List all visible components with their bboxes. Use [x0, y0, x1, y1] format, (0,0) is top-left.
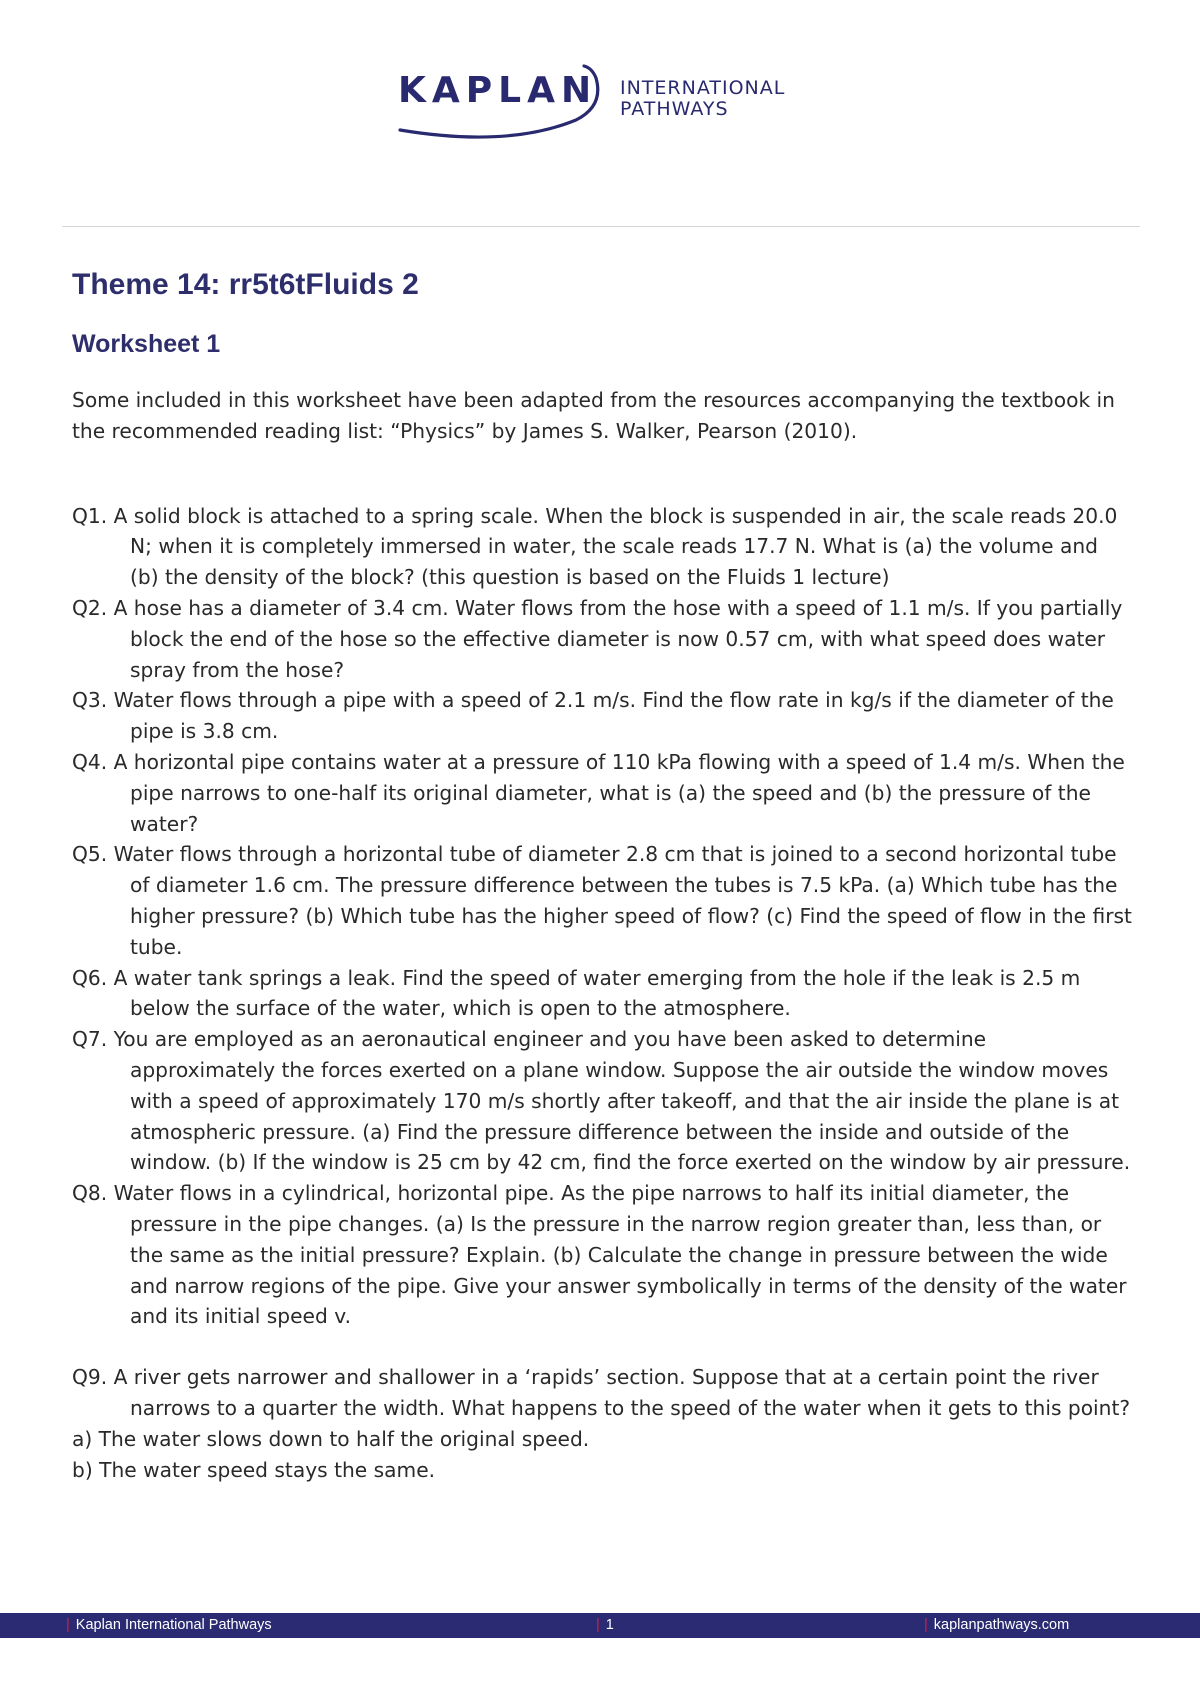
question-1: Q1. A solid block is attached to a spring scale. When the block is suspended in air, the scale reads 20.0 N; when it is completely immersed in water, the scale reads 17.7 N. What is (a) the volume and (b) the density of the block? (this question is based on the Fluids 1 lecture): [72, 503, 1118, 590]
logo-subtitle: [620, 78, 785, 120]
footer-page-number: 1: [605, 1617, 614, 1633]
footer-separator: |: [66, 1617, 70, 1633]
logo-swoosh-icon: [398, 64, 628, 144]
question-7: Q7. You are employed as an aeronautical engineer and you have been asked to determine approximately the forces exerted on a plane window. Suppose the air outside the window moves with a speed of approximately 170 m/s shortly after takeoff, and that the air inside the plane is at atmospheric pressure. (a) Find the pressure difference between the inside and outside of the window. (b) If the window is 25 cm by 42 cm, find the force exerted on the window by air pressure.: [72, 1027, 1131, 1175]
footer-left: [66, 1613, 272, 1638]
question-4: Q4. A horizontal pipe contains water at a pressure of 110 kPa flowing with a speed of 1.4 m/s. When the pipe narrows to one-half its original diameter, what is (a) the speed and (b) the pressure of the water?: [72, 749, 1125, 836]
question-2: Q2. A hose has a diameter of 3.4 cm. Water flows from the hose with a speed of 1.1 m/s. If you partially block the end of the hose so the effective diameter is now 0.57 cm, with what speed does water spray from the hose?: [72, 595, 1123, 682]
logo-sub-line2: PATHWAYS: [620, 98, 729, 120]
footer-right: [924, 1613, 1069, 1638]
answer-option-a: a) The water slows down to half the original speed.: [72, 1426, 590, 1451]
worksheet-subtitle: Worksheet 1: [72, 330, 221, 358]
logo-wordmark: KAPLAN: [398, 70, 598, 111]
page-footer: [0, 1613, 1200, 1638]
intro-paragraph: Some included in this worksheet have been adapted from the resources accompanying the textbook in the recommended reading list: “Physics” by James S. Walker, Pearson (2010).: [72, 388, 1115, 443]
header-divider: [62, 226, 1140, 227]
logo-sub-line1: INTERNATIONAL: [620, 77, 786, 99]
question-6: Q6. A water tank springs a leak. Find the speed of water emerging from the hole if the leak is 2.5 m below the surface of the water, which is open to the atmosphere.: [72, 965, 1081, 1021]
kaplan-logo: [398, 64, 818, 144]
worksheet-body: [72, 385, 1132, 1485]
footer-org-name: Kaplan International Pathways: [75, 1617, 272, 1633]
page-title: Theme 14: rr5t6tFluids 2: [72, 268, 419, 301]
question-3: Q3. Water flows through a pipe with a speed of 2.1 m/s. Find the flow rate in kg/s if the diameter of the pipe is 3.8 cm.: [72, 688, 1114, 744]
question-8: Q8. Water flows in a cylindrical, horizontal pipe. As the pipe narrows to half its initial diameter, the pressure in the pipe changes. (a) Is the pressure in the narrow region greater than, less than, or the same as the initial pressure? Explain. (b) Calculate the change in pressure between the wide and narrow regions of the pipe. Give your answer symbolically in terms of the density of the water and its initial speed v.: [72, 1181, 1127, 1329]
footer-center: [596, 1613, 614, 1638]
footer-separator: |: [924, 1617, 928, 1633]
footer-website-link[interactable]: kaplanpathways.com: [933, 1617, 1070, 1633]
answer-option-b: b) The water speed stays the same.: [72, 1457, 436, 1482]
question-9: Q9. A river gets narrower and shallower in a ‘rapids’ section. Suppose that at a certain point the river narrows to a quarter the width. What happens to the speed of the water when it gets to this point?: [72, 1365, 1131, 1420]
footer-separator: |: [596, 1617, 600, 1633]
question-5: Q5. Water flows through a horizontal tube of diameter 2.8 cm that is joined to a second horizontal tube of diameter 1.6 cm. The pressure difference between the tubes is 7.5 kPa. (a) Which tube has the higher pressure? (b) Which tube has the higher speed of flow? (c) Find the speed of flow in the first tube.: [72, 842, 1132, 959]
